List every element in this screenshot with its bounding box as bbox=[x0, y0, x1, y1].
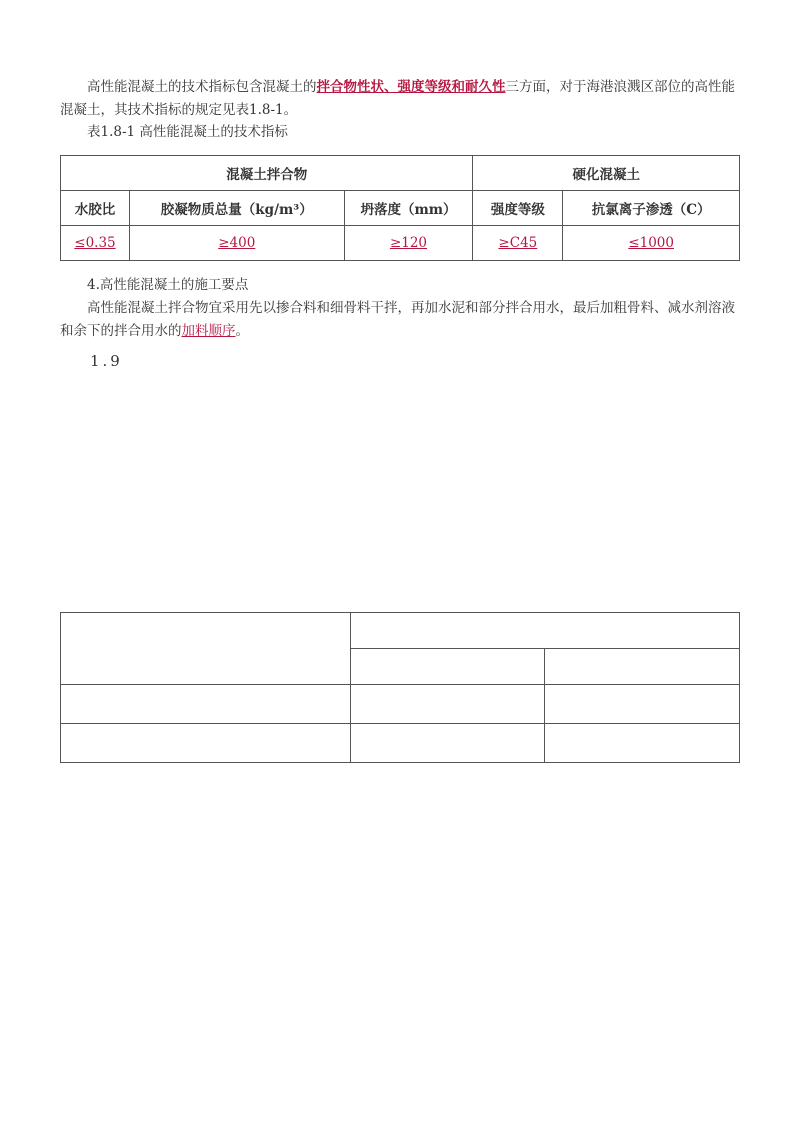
group-header-hardened: 硬化混凝土 bbox=[473, 156, 740, 191]
col-header-slump: 坍落度（mm） bbox=[344, 191, 473, 226]
empty-cell bbox=[545, 724, 740, 763]
empty-cell bbox=[61, 685, 351, 724]
section-number: 1.9 bbox=[90, 352, 123, 370]
value-water-binder: ≤0.35 bbox=[61, 226, 130, 261]
spec-table bbox=[60, 155, 740, 261]
col-header-chloride: 抗氯离子渗透（C） bbox=[563, 191, 740, 226]
intro-highlight: 拌合物性状、强度等级和耐久性 bbox=[316, 79, 506, 95]
empty-cell bbox=[61, 613, 351, 685]
value-binder-total: ≥400 bbox=[129, 226, 344, 261]
col-header-strength: 强度等级 bbox=[473, 191, 563, 226]
group-header-mix: 混凝土拌合物 bbox=[61, 156, 473, 191]
empty-cell bbox=[545, 649, 740, 685]
empty-cell bbox=[350, 649, 545, 685]
empty-cell bbox=[350, 685, 545, 724]
intro-lead: 高性能混凝土的技术指标包含混凝土的 bbox=[87, 79, 317, 95]
spec-group-header-row bbox=[61, 156, 740, 191]
construction-heading: 4.高性能混凝土的施工要点 bbox=[87, 277, 249, 293]
empty-table-row bbox=[61, 613, 740, 649]
construction-highlight: 加料顺序 bbox=[181, 323, 236, 339]
value-slump: ≥120 bbox=[344, 226, 473, 261]
value-chloride: ≤1000 bbox=[563, 226, 740, 261]
col-header-water-binder: 水胶比 bbox=[61, 191, 130, 226]
empty-cell bbox=[61, 724, 351, 763]
empty-table-row bbox=[61, 685, 740, 724]
empty-cell bbox=[350, 724, 545, 763]
table-caption: 表1.8-1 高性能混凝土的技术指标 bbox=[87, 124, 288, 140]
empty-table bbox=[60, 612, 740, 763]
construction-tail: 。 bbox=[235, 323, 249, 339]
intro-tail: 三方面，对于海港浪溅区部位的高性能混凝土，其技术指标的规定见表1.8-1。 bbox=[60, 79, 735, 118]
construction-paragraph bbox=[60, 297, 740, 343]
spec-column-header-row bbox=[61, 191, 740, 226]
col-header-binder-total: 胶凝物质总量（kg/m³） bbox=[129, 191, 344, 226]
value-strength: ≥C45 bbox=[473, 226, 563, 261]
construction-lead: 高性能混凝土拌合物宜采用先以掺合料和细骨料干拌，再加水泥和部分拌合用水，最后加粗骨料、减水剂溶液和余下的拌合用水的 bbox=[60, 300, 735, 339]
spec-value-row bbox=[61, 226, 740, 261]
empty-table-row bbox=[61, 724, 740, 763]
empty-cell bbox=[545, 685, 740, 724]
empty-cell bbox=[350, 613, 739, 649]
intro-paragraph bbox=[60, 76, 740, 122]
